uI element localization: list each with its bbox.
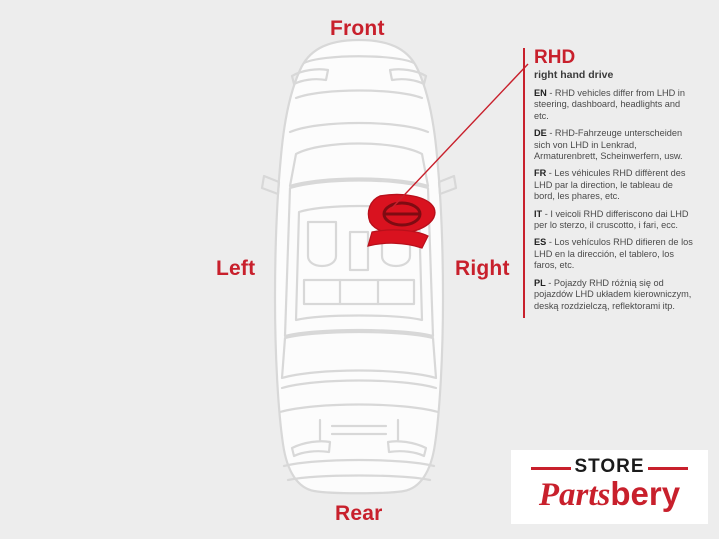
car-top-view-diagram [252,36,467,496]
partsbery-logo [511,450,708,524]
direction-label-left: Left [216,257,256,280]
info-entry-es [534,237,693,271]
info-entry-lang-de: DE [534,128,547,139]
info-entry-text-it: - I veicoli RHD differiscono dai LHD per lo sterzo, il cruscotto, i fari, ecc. [534,208,689,231]
direction-label-right: Right [455,257,510,280]
info-entry-lang-pl: PL [534,277,546,288]
info-entry-lang-en: EN [534,88,547,98]
info-entry-lang-es: ES [534,237,547,248]
info-entry-de [534,128,693,162]
logo-wordmark-parts: Parts [538,477,611,513]
info-entry-en [534,88,693,122]
logo-wordmark [511,475,708,514]
info-panel-subtitle: right hand drive [534,69,614,81]
info-entry-text-de: - RHD-Fahrzeuge unterscheiden sich von LHD in Lenkrad, Armaturenbrett, Scheinwerfern, usw. [534,128,683,162]
logo-store-text: STORE [574,456,645,477]
direction-label-rear: Rear [335,502,383,525]
info-entry-text-fr: - Les véhicules RHD diffèrent des LHD par la direction, le tableau de bord, les phares, etc. [534,168,686,202]
rhd-info-panel [523,48,693,318]
info-entry-lang-it: IT [534,208,543,219]
info-entry-pl [534,278,693,312]
info-entry-text-es: - Los vehículos RHD difieren de los LHD en la dirección, el tablero, los faros, etc. [534,237,693,271]
info-panel-title: RHD [534,47,576,68]
direction-label-front: Front [330,17,385,40]
logo-divider-right [648,467,688,470]
info-entry-text-pl: - Pojazdy RHD różnią się od pojazdów LHD układem kierowniczym, deską rozdzielczą, reflektorami itp. [534,277,692,311]
info-entry-text-en: - RHD vehicles differ from LHD in steering, dashboard, headlights and etc. [534,88,685,121]
info-entry-lang-fr: FR [534,168,547,179]
rhd-steering-wheel-highlight [368,195,435,249]
info-entry-it [534,209,693,232]
logo-divider-left [531,467,571,470]
info-entry-fr [534,168,693,202]
logo-wordmark-bery: bery [610,475,681,512]
